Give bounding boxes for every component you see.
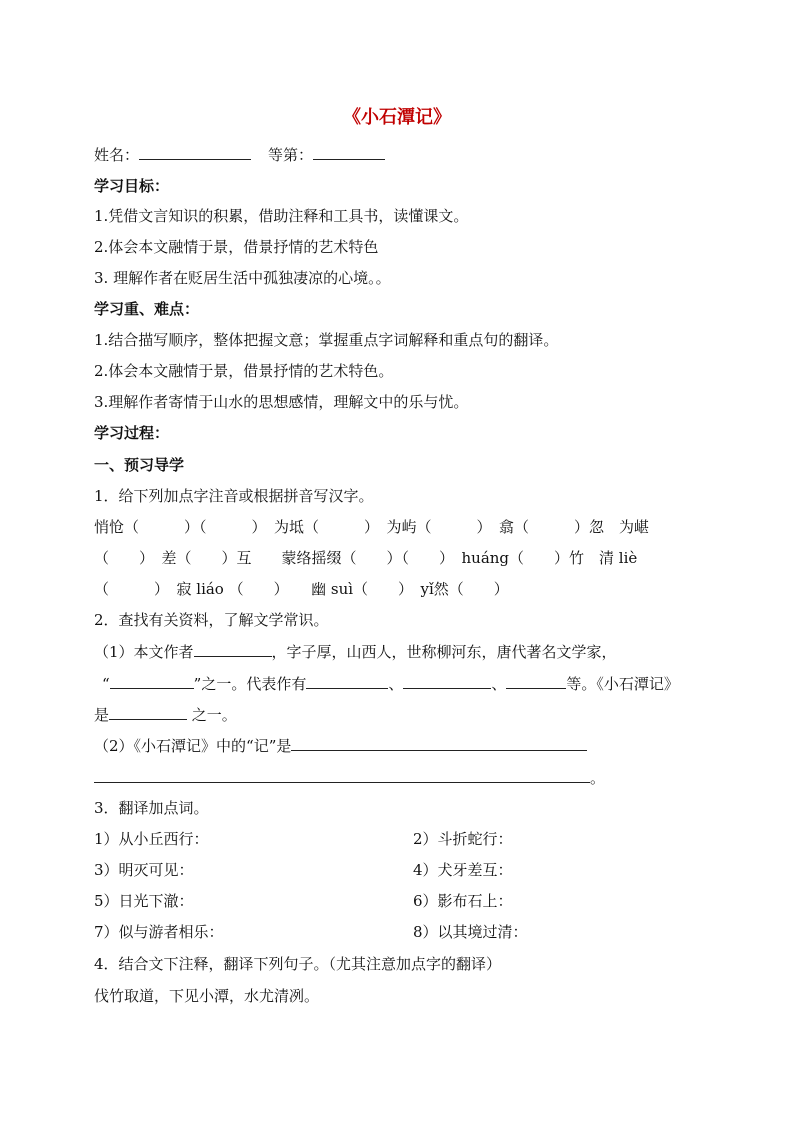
q4-sentence: 伐竹取道，下见小潭，水尤清冽。: [94, 987, 320, 1005]
q2-text: 、: [388, 675, 404, 693]
goals-heading: 学习目标：: [94, 177, 170, 195]
q2-line-3: [94, 705, 237, 725]
goal-item: 3. 理解作者在贬居生活中孤独凄凉的心境。。: [94, 269, 391, 287]
key-item: 2.体会本文融情于景，借景抒情的艺术特色。: [94, 362, 394, 380]
q3-item: 8）以其境过清：: [413, 923, 528, 941]
ji-meaning-blank-cont[interactable]: [94, 768, 590, 783]
ji-meaning-blank[interactable]: [291, 736, 587, 751]
name-label: 姓名：: [94, 146, 140, 164]
work-series-blank[interactable]: [109, 705, 187, 720]
q2-text: （1）本文作者: [94, 643, 194, 661]
question-1: 1．给下列加点字注音或根据拼音写汉字。: [94, 487, 374, 505]
q2-text: 。: [590, 769, 606, 787]
q3-item: 5）日光下澈：: [94, 892, 194, 910]
q1-line: （ ） 差（ ）互 蒙络摇缀（ ）（ ） huáng（ ）竹 清 liè: [94, 549, 638, 567]
work-blank-3[interactable]: [506, 674, 566, 689]
q1-line: （ ） 寂 liáo （ ） 幽 suì（ ） yǐ然（ ）: [94, 580, 509, 598]
q3-item: 4）犬牙差互：: [413, 861, 513, 879]
q2-line-2: [94, 674, 679, 694]
q3-item: 6）影布石上：: [413, 892, 513, 910]
work-blank-2[interactable]: [403, 674, 491, 689]
q2-text: （2）《小石潭记》中的“记”是: [94, 737, 292, 755]
process-heading: 学习过程：: [94, 424, 170, 442]
name-grade-row: [94, 145, 385, 165]
q2-line-4: [94, 736, 587, 756]
question-4: 4．结合文下注释，翻译下列句子。（尤其注意加点字的翻译）: [94, 955, 502, 973]
grade-blank[interactable]: [313, 145, 385, 160]
goal-item: 2.体会本文融情于景，借景抒情的艺术特色: [94, 238, 379, 256]
q2-text: ，字子厚，山西人，世称柳河东，唐代著名文学家，: [271, 643, 617, 661]
key-heading: 学习重、难点：: [94, 300, 200, 318]
key-item: 1.结合描写顺序，整体把握文意；掌握重点字词解释和重点句的翻译。: [94, 331, 559, 349]
q2-text: 是: [94, 706, 110, 724]
work-blank-1[interactable]: [306, 674, 388, 689]
q3-item: 2）斗折蛇行：: [413, 830, 513, 848]
author-blank[interactable]: [194, 642, 272, 657]
section1-heading: 一、预习导学: [94, 456, 185, 474]
key-item: 3.理解作者寄情于山水的思想感情，理解文中的乐与忧。: [94, 393, 469, 411]
q2-text: ”之一。代表作有: [193, 675, 307, 693]
grade-label: 等第：: [268, 146, 314, 164]
q3-item: 3）明灭可见：: [94, 861, 194, 879]
group-blank[interactable]: [110, 674, 194, 689]
question-2: 2．查找有关资料，了解文学常识。: [94, 611, 329, 629]
name-blank[interactable]: [139, 145, 251, 160]
q2-line-5: [94, 768, 605, 788]
q3-item: 7）似与游者相乐：: [94, 923, 224, 941]
q2-text: “: [102, 675, 110, 693]
q1-line: 悄怆（ ）（ ） 为坻（ ） 为屿（ ） 翕（ ）忽 为嵁: [94, 518, 650, 536]
q2-text: 等。《小石潭记》: [566, 675, 679, 693]
q2-text: 、: [491, 675, 507, 693]
q3-item: 1）从小丘西行：: [94, 830, 209, 848]
q2-line-1: [94, 642, 617, 662]
document-title: 《小石潭记》: [343, 107, 451, 128]
q2-text: 之一。: [187, 706, 237, 724]
question-3: 3．翻译加点词。: [94, 799, 209, 817]
goal-item: 1.凭借文言知识的积累，借助注释和工具书，读懂课文。: [94, 207, 469, 225]
